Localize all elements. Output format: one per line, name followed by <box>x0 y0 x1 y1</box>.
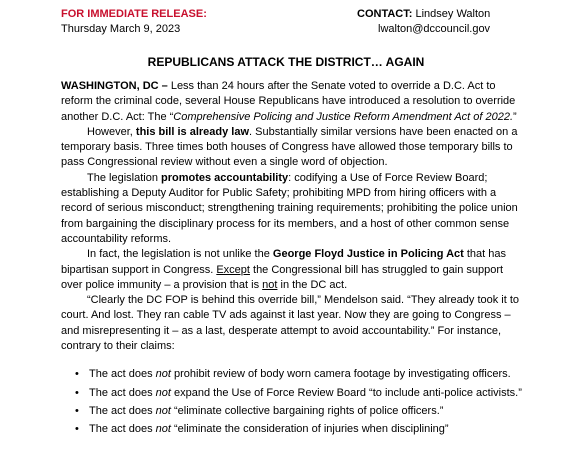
gf-act-name: George Floyd Justice in Policing Act <box>272 248 464 261</box>
paragraph-george-floyd <box>61 247 525 293</box>
bullet-icon: • <box>75 368 79 381</box>
list-item <box>61 386 525 401</box>
list-item <box>61 367 525 382</box>
contact-email: lwalton@dccouncil.gov <box>378 23 491 35</box>
law-text-a: However, <box>87 125 136 138</box>
contact-block <box>357 7 490 37</box>
gf-text-e: the Congressional bill has struggled to gain support over police immunity – a provision that is <box>61 263 504 291</box>
contact-name: Lindsey Walton <box>415 8 491 20</box>
acc-text-c: : codifying a Use of Force Review Board; establishing a Deputy Auditor for Public Safety; prohibiting MPD from hiring officers with a record of serious misconduct; strengthening training requirements; prohibiting the police union from bargaining the disciplinary process for its members, and a host of other common sense accountability reforms. <box>61 171 518 245</box>
gf-text-a: In fact, the legislation is not unlike the <box>87 248 273 261</box>
list-item <box>61 422 525 437</box>
bullet-text: The act does <box>89 386 156 399</box>
paragraph-law <box>61 125 525 171</box>
gf-text-g: in the DC act. <box>277 278 348 291</box>
headline: REPUBLICANS ATTACK THE DISTRICT… AGAIN <box>147 55 425 69</box>
gf-not: not <box>262 278 278 291</box>
release-body <box>61 79 525 441</box>
bullet-icon: • <box>75 404 79 417</box>
contact-label: CONTACT: <box>357 8 413 20</box>
gf-except: Except <box>216 263 250 276</box>
bullet-text: The act does <box>89 404 156 417</box>
paragraph-accountability <box>61 171 525 247</box>
acc-emphasis: promotes accountability <box>161 171 289 184</box>
bullet-text: prohibit review of body worn camera footage by investigating officers. <box>170 368 511 381</box>
lead-text: Less than 24 hours after the Senate voted to override a D.C. Act to reform the criminal code, several House Republicans have introduced a resolution to override another D.C. Act: The “ <box>61 80 516 123</box>
bullet-emphasis: not <box>155 404 171 417</box>
bullet-text: expand the Use of Force Review Board “to include anti-police activists.” <box>170 386 522 399</box>
paragraph-lead <box>61 79 525 125</box>
list-item <box>61 404 525 419</box>
bullet-emphasis: not <box>155 368 171 381</box>
bullet-emphasis: not <box>155 423 171 436</box>
bullet-icon: • <box>75 386 79 399</box>
bullet-text: The act does <box>89 423 156 436</box>
gf-text-c: that has bipartisan support in Congress. <box>61 248 506 276</box>
bullet-emphasis: not <box>155 386 171 399</box>
law-text-c: . Substantially similar versions have been enacted on a temporary basis. Three times both houses of Congress have allowed those temporary bills to pass Congressional review without even a single word of objection. <box>61 125 518 169</box>
acc-text-a: The legislation <box>87 171 161 184</box>
release-header <box>61 7 207 37</box>
dateline: WASHINGTON, DC – <box>61 80 168 92</box>
claims-list <box>61 367 525 437</box>
bullet-text: “eliminate the consideration of injuries when disciplining” <box>170 423 449 436</box>
bullet-text: “eliminate collective bargaining rights of police officers.” <box>170 404 444 417</box>
bullet-text: The act does <box>89 368 156 381</box>
paragraph-quote: “Clearly the DC FOP is behind this override bill,” Mendelson said. “They already took it to court. And lost. They ran cable TV ads against it last year. Now they are going to Congress – and misrepresenting it – as a last, desperate attempt to avoid accountability.” For instance, contrary to their claims: <box>61 294 520 353</box>
bullet-icon: • <box>75 423 79 436</box>
act-title: Comprehensive Policing and Justice Reform Amendment Act of 2022. <box>173 110 514 123</box>
release-date: Thursday March 9, 2023 <box>61 23 181 35</box>
law-emphasis: this bill is already law <box>135 125 250 138</box>
lead-end: ” <box>513 110 517 123</box>
release-label: FOR IMMEDIATE RELEASE: <box>61 8 207 20</box>
